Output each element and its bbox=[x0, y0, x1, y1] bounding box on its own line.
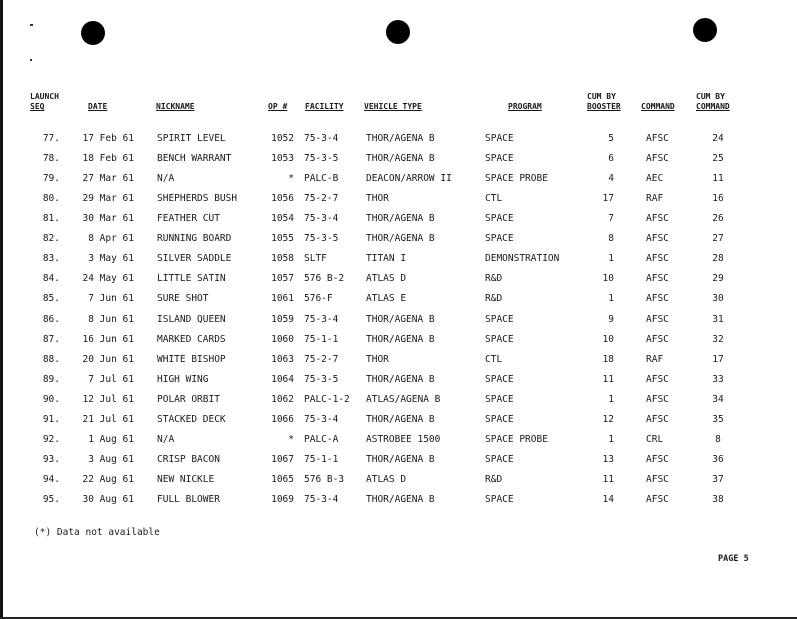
cell-vehicle-type: THOR/AGENA B bbox=[366, 453, 435, 465]
cell-date: 30 Aug 61 bbox=[82, 494, 134, 506]
cell-facility: 75-3-5 bbox=[304, 373, 339, 385]
header-cum-command bbox=[696, 92, 730, 112]
cell-facility: 75-3-4 bbox=[304, 413, 339, 425]
header-op: OP # bbox=[268, 102, 288, 111]
cell-nickname: ISLAND QUEEN bbox=[157, 313, 226, 325]
cell-op: 1067 bbox=[271, 453, 294, 465]
punch-hole-center bbox=[386, 20, 410, 44]
table-row bbox=[0, 133, 797, 153]
cell-op: 1061 bbox=[271, 293, 294, 305]
scan-speck bbox=[30, 24, 33, 26]
cell-cum-booster: 1 bbox=[608, 433, 614, 445]
cell-vehicle-type: THOR/AGENA B bbox=[366, 133, 435, 144]
header-seq-line2: SEQ bbox=[30, 102, 45, 111]
cell-cum-command: 32 bbox=[712, 333, 724, 345]
cell-command: AFSC bbox=[646, 453, 669, 465]
table-row bbox=[0, 213, 797, 233]
cell-cum-booster: 14 bbox=[602, 494, 614, 506]
cell-seq: 83. bbox=[42, 253, 60, 265]
cell-cum-command: 25 bbox=[712, 153, 724, 165]
cell-facility: 75-3-4 bbox=[304, 313, 339, 325]
cell-cum-command: 29 bbox=[712, 273, 724, 285]
cell-cum-booster: 17 bbox=[602, 193, 614, 205]
cell-date: 21 Jul 61 bbox=[82, 413, 134, 425]
header-cum-booster bbox=[587, 92, 621, 112]
cell-op: 1058 bbox=[271, 253, 294, 265]
cell-date: 8 Apr 61 bbox=[88, 233, 134, 245]
cell-op: * bbox=[288, 433, 294, 445]
cell-nickname: SHEPHERDS BUSH bbox=[157, 193, 238, 205]
cell-program: SPACE bbox=[485, 494, 514, 506]
table-row bbox=[0, 494, 797, 514]
cell-date: 3 Aug 61 bbox=[88, 453, 134, 465]
cell-cum-booster: 11 bbox=[602, 373, 614, 385]
cell-vehicle-type: ATLAS/AGENA B bbox=[366, 393, 441, 405]
cell-nickname: RUNNING BOARD bbox=[157, 233, 232, 245]
cell-cum-command: 17 bbox=[712, 353, 724, 365]
cell-facility: 75-3-5 bbox=[304, 153, 339, 165]
cell-command: AFSC bbox=[646, 133, 669, 144]
table-row bbox=[0, 273, 797, 293]
cell-nickname: FEATHER CUT bbox=[157, 213, 220, 225]
cell-vehicle-type: THOR bbox=[366, 353, 389, 365]
cell-cum-command: 28 bbox=[712, 253, 724, 265]
cell-facility: 576 B-3 bbox=[304, 474, 345, 486]
cell-op: 1053 bbox=[271, 153, 294, 165]
table-row bbox=[0, 374, 797, 394]
header-seq-line1: LAUNCH bbox=[30, 92, 59, 101]
cell-date: 12 Jul 61 bbox=[82, 393, 134, 405]
cell-date: 7 Jun 61 bbox=[88, 293, 134, 305]
header-seq bbox=[30, 92, 59, 112]
table-row bbox=[0, 334, 797, 354]
table-row bbox=[0, 253, 797, 273]
cell-facility: 576 B-2 bbox=[304, 273, 345, 285]
cell-program: SPACE bbox=[485, 153, 514, 165]
cell-nickname: MARKED CARDS bbox=[157, 333, 226, 345]
cell-facility: 75-2-7 bbox=[304, 193, 339, 205]
cell-program: SPACE bbox=[485, 233, 514, 245]
cell-vehicle-type: ATLAS D bbox=[366, 474, 407, 486]
cell-facility: 75-3-4 bbox=[304, 494, 339, 506]
header-cum-command-line1: CUM BY bbox=[696, 92, 725, 101]
cell-seq: 79. bbox=[42, 173, 60, 185]
cell-program: SPACE bbox=[485, 313, 514, 325]
cell-cum-booster: 6 bbox=[608, 153, 614, 165]
cell-date: 7 Jul 61 bbox=[88, 373, 134, 385]
cell-seq: 94. bbox=[42, 474, 60, 486]
cell-cum-command: 38 bbox=[712, 494, 724, 506]
header-cum-booster-line2: BOOSTER bbox=[587, 102, 621, 111]
table-row bbox=[0, 233, 797, 253]
table-row bbox=[0, 173, 797, 193]
cell-seq: 92. bbox=[42, 433, 60, 445]
cell-cum-command: 33 bbox=[712, 373, 724, 385]
cell-seq: 85. bbox=[42, 293, 60, 305]
cell-seq: 77. bbox=[42, 133, 60, 144]
table-row bbox=[0, 434, 797, 454]
punch-hole-right bbox=[693, 18, 717, 42]
cell-vehicle-type: ATLAS D bbox=[366, 273, 407, 285]
table-row bbox=[0, 314, 797, 334]
cell-cum-booster: 9 bbox=[608, 313, 614, 325]
cell-command: AFSC bbox=[646, 313, 669, 325]
cell-seq: 86. bbox=[42, 313, 60, 325]
cell-vehicle-type: THOR/AGENA B bbox=[366, 313, 435, 325]
cell-op: 1060 bbox=[271, 333, 294, 345]
cell-command: AFSC bbox=[646, 293, 669, 305]
cell-facility: SLTF bbox=[304, 253, 327, 265]
cell-cum-booster: 12 bbox=[602, 413, 614, 425]
cell-facility: 75-2-7 bbox=[304, 353, 339, 365]
cell-command: AFSC bbox=[646, 273, 669, 285]
scan-speck bbox=[30, 59, 32, 61]
cell-seq: 80. bbox=[42, 193, 60, 205]
header-nickname: NICKNAME bbox=[156, 102, 195, 111]
cell-vehicle-type: THOR/AGENA B bbox=[366, 413, 435, 425]
cell-command: AFSC bbox=[646, 474, 669, 486]
cell-op: 1059 bbox=[271, 313, 294, 325]
cell-cum-booster: 1 bbox=[608, 393, 614, 405]
cell-program: SPACE bbox=[485, 453, 514, 465]
cell-vehicle-type: THOR/AGENA B bbox=[366, 333, 435, 345]
cell-command: CRL bbox=[646, 433, 664, 445]
header-facility: FACILITY bbox=[305, 102, 344, 111]
cell-program: CTL bbox=[485, 193, 503, 205]
table-row bbox=[0, 354, 797, 374]
cell-command: AFSC bbox=[646, 333, 669, 345]
cell-op: 1069 bbox=[271, 494, 294, 506]
cell-vehicle-type: THOR bbox=[366, 193, 389, 205]
cell-op: 1066 bbox=[271, 413, 294, 425]
cell-seq: 87. bbox=[42, 333, 60, 345]
cell-cum-booster: 10 bbox=[602, 273, 614, 285]
cell-vehicle-type: ATLAS E bbox=[366, 293, 407, 305]
cell-vehicle-type: THOR/AGENA B bbox=[366, 233, 435, 245]
cell-command: AFSC bbox=[646, 213, 669, 225]
cell-cum-command: 24 bbox=[712, 133, 724, 144]
cell-op: 1057 bbox=[271, 273, 294, 285]
cell-seq: 93. bbox=[42, 453, 60, 465]
cell-date: 22 Aug 61 bbox=[82, 474, 134, 486]
page-number: PAGE 5 bbox=[718, 554, 749, 564]
cell-command: AFSC bbox=[646, 233, 669, 245]
punch-hole-left bbox=[81, 21, 105, 45]
cell-command: AFSC bbox=[646, 494, 669, 506]
cell-nickname: HIGH WING bbox=[157, 373, 209, 385]
cell-cum-booster: 1 bbox=[608, 293, 614, 305]
cell-op: 1056 bbox=[271, 193, 294, 205]
cell-date: 17 Feb 61 bbox=[82, 133, 134, 144]
cell-nickname: N/A bbox=[157, 173, 175, 185]
cell-seq: 89. bbox=[42, 373, 60, 385]
cell-cum-command: 31 bbox=[712, 313, 724, 325]
table-row bbox=[0, 394, 797, 414]
cell-date: 16 Jun 61 bbox=[82, 333, 134, 345]
cell-nickname: SURE SHOT bbox=[157, 293, 209, 305]
cell-program: SPACE bbox=[485, 393, 514, 405]
cell-vehicle-type: ASTROBEE 1500 bbox=[366, 433, 441, 445]
cell-cum-booster: 5 bbox=[608, 133, 614, 144]
cell-nickname: STACKED DECK bbox=[157, 413, 226, 425]
cell-date: 1 Aug 61 bbox=[88, 433, 134, 445]
cell-program: CTL bbox=[485, 353, 503, 365]
cell-cum-command: 16 bbox=[712, 193, 724, 205]
table-row bbox=[0, 414, 797, 434]
cell-program: R&D bbox=[485, 474, 503, 486]
cell-nickname: POLAR ORBIT bbox=[157, 393, 220, 405]
cell-cum-booster: 7 bbox=[608, 213, 614, 225]
table-row bbox=[0, 193, 797, 213]
cell-command: RAF bbox=[646, 353, 664, 365]
cell-op: 1065 bbox=[271, 474, 294, 486]
cell-cum-command: 8 bbox=[715, 433, 721, 445]
cell-program: R&D bbox=[485, 293, 503, 305]
cell-program: SPACE bbox=[485, 213, 514, 225]
cell-command: RAF bbox=[646, 193, 664, 205]
cell-program: SPACE bbox=[485, 133, 514, 144]
cell-vehicle-type: THOR/AGENA B bbox=[366, 494, 435, 506]
cell-op: 1052 bbox=[271, 133, 294, 144]
header-cum-booster-line1: CUM BY bbox=[587, 92, 616, 101]
cell-facility: PALC-1-2 bbox=[304, 393, 350, 405]
header-vehicle-type: VEHICLE TYPE bbox=[364, 102, 422, 111]
table-row bbox=[0, 153, 797, 173]
cell-vehicle-type: THOR/AGENA B bbox=[366, 213, 435, 225]
cell-vehicle-type: THOR/AGENA B bbox=[366, 373, 435, 385]
cell-cum-command: 35 bbox=[712, 413, 724, 425]
cell-op: 1054 bbox=[271, 213, 294, 225]
table-row bbox=[0, 474, 797, 494]
cell-date: 20 Jun 61 bbox=[82, 353, 134, 365]
cell-seq: 78. bbox=[42, 153, 60, 165]
cell-nickname: N/A bbox=[157, 433, 175, 445]
cell-cum-command: 34 bbox=[712, 393, 724, 405]
cell-cum-booster: 10 bbox=[602, 333, 614, 345]
cell-facility: 75-3-4 bbox=[304, 133, 339, 144]
cell-op: 1063 bbox=[271, 353, 294, 365]
table-row bbox=[0, 293, 797, 313]
cell-op: 1062 bbox=[271, 393, 294, 405]
cell-nickname: FULL BLOWER bbox=[157, 494, 220, 506]
cell-op: 1064 bbox=[271, 373, 294, 385]
cell-cum-booster: 1 bbox=[608, 253, 614, 265]
cell-cum-command: 37 bbox=[712, 474, 724, 486]
cell-cum-command: 26 bbox=[712, 213, 724, 225]
table-row bbox=[0, 454, 797, 474]
cell-facility: 75-1-1 bbox=[304, 333, 339, 345]
cell-facility: 75-3-5 bbox=[304, 233, 339, 245]
cell-seq: 91. bbox=[42, 413, 60, 425]
cell-vehicle-type: THOR/AGENA B bbox=[366, 153, 435, 165]
cell-program: DEMONSTRATION bbox=[485, 253, 560, 265]
cell-date: 18 Feb 61 bbox=[82, 153, 134, 165]
cell-cum-booster: 18 bbox=[602, 353, 614, 365]
cell-facility: PALC-B bbox=[304, 173, 339, 185]
cell-command: AEC bbox=[646, 173, 664, 185]
cell-facility: 75-3-4 bbox=[304, 213, 339, 225]
cell-program: R&D bbox=[485, 273, 503, 285]
cell-program: SPACE bbox=[485, 413, 514, 425]
cell-op: 1055 bbox=[271, 233, 294, 245]
cell-date: 27 Mar 61 bbox=[82, 173, 134, 185]
cell-cum-booster: 11 bbox=[602, 474, 614, 486]
cell-date: 8 Jun 61 bbox=[88, 313, 134, 325]
cell-seq: 82. bbox=[42, 233, 60, 245]
cell-command: AFSC bbox=[646, 393, 669, 405]
cell-seq: 90. bbox=[42, 393, 60, 405]
cell-vehicle-type: DEACON/ARROW II bbox=[366, 173, 452, 185]
cell-facility: 576-F bbox=[304, 293, 333, 305]
cell-program: SPACE bbox=[485, 333, 514, 345]
cell-command: AFSC bbox=[646, 373, 669, 385]
cell-nickname: CRISP BACON bbox=[157, 453, 220, 465]
cell-program: SPACE PROBE bbox=[485, 173, 548, 185]
cell-date: 24 May 61 bbox=[82, 273, 134, 285]
cell-cum-command: 27 bbox=[712, 233, 724, 245]
cell-cum-booster: 13 bbox=[602, 453, 614, 465]
cell-cum-booster: 8 bbox=[608, 233, 614, 245]
cell-nickname: NEW NICKLE bbox=[157, 474, 215, 486]
cell-program: SPACE PROBE bbox=[485, 433, 548, 445]
cell-nickname: LITTLE SATIN bbox=[157, 273, 226, 285]
header-program: PROGRAM bbox=[508, 102, 542, 111]
cell-seq: 84. bbox=[42, 273, 60, 285]
cell-cum-command: 30 bbox=[712, 293, 724, 305]
cell-facility: 75-1-1 bbox=[304, 453, 339, 465]
cell-op: * bbox=[288, 173, 294, 185]
cell-date: 30 Mar 61 bbox=[82, 213, 134, 225]
cell-date: 3 May 61 bbox=[88, 253, 134, 265]
cell-seq: 95. bbox=[42, 494, 60, 506]
cell-facility: PALC-A bbox=[304, 433, 339, 445]
cell-cum-command: 36 bbox=[712, 453, 724, 465]
cell-command: AFSC bbox=[646, 413, 669, 425]
cell-nickname: BENCH WARRANT bbox=[157, 153, 232, 165]
header-date: DATE bbox=[88, 102, 108, 111]
cell-cum-booster: 4 bbox=[608, 173, 614, 185]
footnote: (*) Data not available bbox=[34, 527, 160, 538]
header-cum-command-line2: COMMAND bbox=[696, 102, 730, 111]
cell-command: AFSC bbox=[646, 153, 669, 165]
cell-date: 29 Mar 61 bbox=[82, 193, 134, 205]
cell-program: SPACE bbox=[485, 373, 514, 385]
cell-command: AFSC bbox=[646, 253, 669, 265]
cell-seq: 88. bbox=[42, 353, 60, 365]
cell-nickname: SILVER SADDLE bbox=[157, 253, 232, 265]
cell-cum-command: 11 bbox=[712, 173, 724, 185]
cell-seq: 81. bbox=[42, 213, 60, 225]
cell-nickname: WHITE BISHOP bbox=[157, 353, 226, 365]
cell-nickname: SPIRIT LEVEL bbox=[157, 133, 226, 144]
header-command: COMMAND bbox=[641, 102, 675, 111]
cell-vehicle-type: TITAN I bbox=[366, 253, 407, 265]
